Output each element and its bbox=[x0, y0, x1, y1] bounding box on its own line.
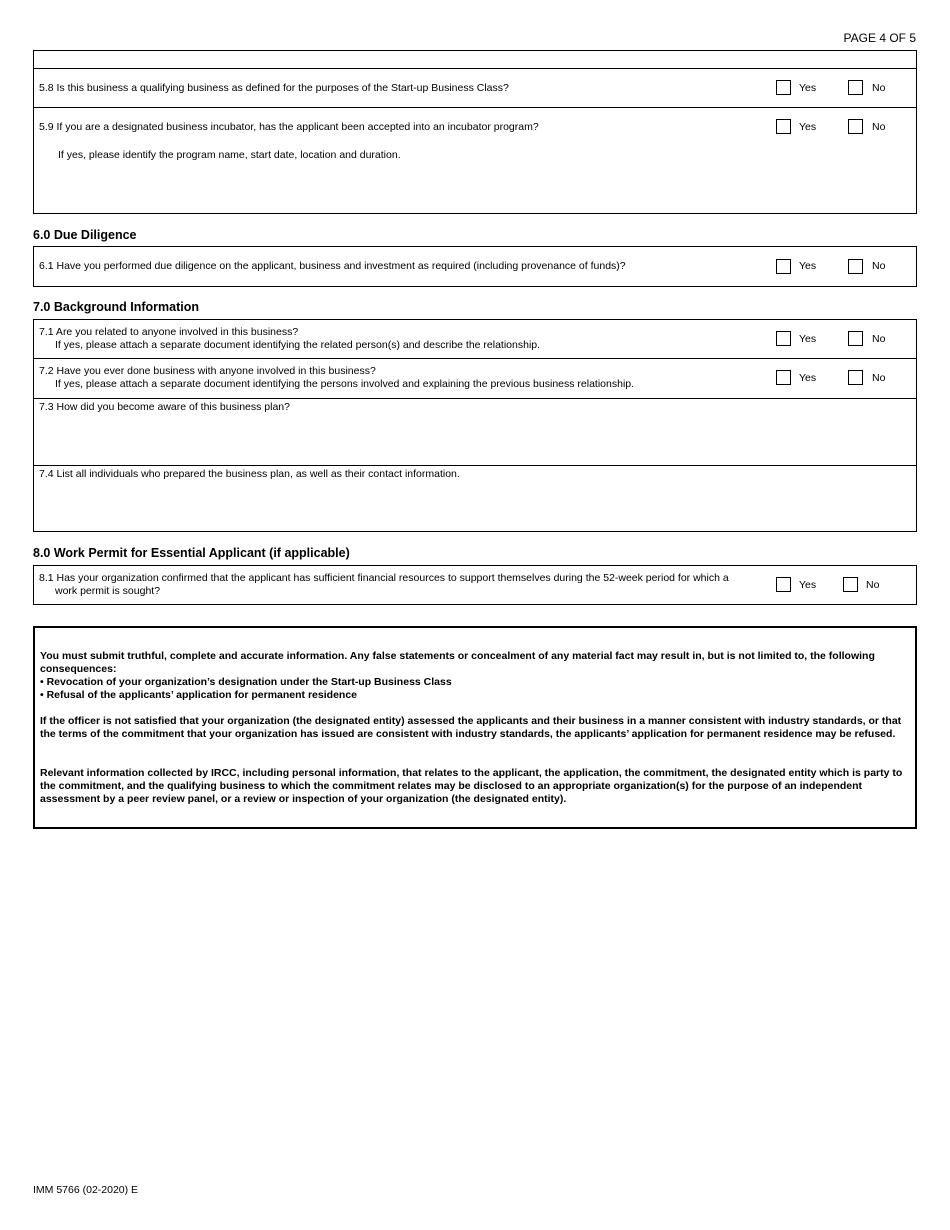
section-7-title: 7.0 Background Information bbox=[33, 300, 199, 314]
question-7-4: 7.4 List all individuals who prepared the business plan, as well as their contact information. bbox=[39, 468, 460, 480]
q61-no-checkbox[interactable] bbox=[848, 259, 863, 274]
divider bbox=[34, 107, 916, 108]
q71-no-checkbox[interactable] bbox=[848, 331, 863, 346]
notice-paragraph-3: Relevant information collected by IRCC, including personal information, that relates to the applicant, the application, the commitment, the designated entity which is party to the commitment, and the qualifying business to which the commitment relates may be disclosed to an appropriate organization(s) for the purpose of an independent assessment by a peer review panel, or a review or inspection of your organization (the designated entity). bbox=[40, 767, 903, 805]
section-8-title: 8.0 Work Permit for Essential Applicant (if applicable) bbox=[33, 546, 350, 560]
q71-yes-label: Yes bbox=[799, 333, 817, 345]
q81-no-label: No bbox=[866, 579, 880, 591]
divider bbox=[34, 358, 916, 359]
question-5-8: 5.8 Is this business a qualifying business as defined for the purposes of the Start-up Business Class? bbox=[39, 82, 509, 94]
question-8-1-continued: work permit is sought? bbox=[55, 585, 161, 597]
question-7-3: 7.3 How did you become aware of this business plan? bbox=[39, 401, 290, 413]
section-6-box bbox=[33, 246, 917, 287]
q59-yes-label: Yes bbox=[799, 121, 817, 133]
q58-yes-label: Yes bbox=[799, 82, 817, 94]
notice-box bbox=[33, 626, 917, 829]
question-8-1 bbox=[39, 572, 761, 598]
q61-yes-label: Yes bbox=[799, 260, 817, 272]
q72-no-label: No bbox=[872, 372, 886, 384]
question-7-2-detail: If yes, please attach a separate document identifying the persons involved and explaining the previous business relationship. bbox=[55, 378, 635, 390]
section-6-title: 6.0 Due Diligence bbox=[33, 228, 137, 242]
form-number: IMM 5766 (02-2020) E bbox=[33, 1184, 139, 1196]
page-number: PAGE 4 OF 5 bbox=[843, 31, 916, 45]
section-8-box bbox=[33, 565, 917, 605]
question-8-1-text: 8.1 Has your organization confirmed that the applicant has sufficient financial resources to support themselves during the 52-week period for which a bbox=[39, 572, 729, 584]
q71-yes-checkbox[interactable] bbox=[776, 331, 791, 346]
q58-no-checkbox[interactable] bbox=[848, 80, 863, 95]
question-6-1: 6.1 Have you performed due diligence on the applicant, business and investment as required (including provenance of funds)? bbox=[39, 260, 626, 272]
notice-bullet-2: • Refusal of the applicants’ application for permanent residence bbox=[40, 689, 357, 701]
q72-no-checkbox[interactable] bbox=[848, 370, 863, 385]
divider bbox=[34, 398, 916, 399]
notice-paragraph-1: You must submit truthful, complete and accurate information. Any false statements or concealment of any material fact may result in, but is not limited to, the following consequences: bbox=[40, 650, 875, 675]
question-5-9: 5.9 If you are a designated business incubator, has the applicant been accepted into an incubator program? bbox=[39, 121, 539, 133]
question-7-1-detail: If yes, please attach a separate document identifying the related person(s) and describe the relationship. bbox=[55, 339, 541, 351]
q58-no-label: No bbox=[872, 82, 886, 94]
notice-paragraph-2: If the officer is not satisfied that your organization (the designated entity) assessed the applicants and their business in a manner consistent with industry standards, or that the terms of the commitment that your organization has issued are consistent with industry standards, the applicants’ application for permanent residence may be refused. bbox=[40, 715, 902, 740]
q58-yes-checkbox[interactable] bbox=[776, 80, 791, 95]
q59-no-checkbox[interactable] bbox=[848, 119, 863, 134]
question-7-2-text: 7.2 Have you ever done business with anyone involved in this business? bbox=[39, 365, 376, 377]
q71-no-label: No bbox=[872, 333, 886, 345]
question-7-2 bbox=[39, 365, 634, 391]
notice-bullet-1: • Revocation of your organization’s designation under the Start-up Business Class bbox=[40, 676, 452, 688]
question-5-9-detail: If yes, please identify the program name, start date, location and duration. bbox=[58, 149, 401, 161]
section-5-box bbox=[33, 50, 917, 214]
q59-yes-checkbox[interactable] bbox=[776, 119, 791, 134]
q61-yes-checkbox[interactable] bbox=[776, 259, 791, 274]
section-7-box bbox=[33, 319, 917, 532]
divider bbox=[34, 465, 916, 466]
q61-no-label: No bbox=[872, 260, 886, 272]
question-7-1 bbox=[39, 326, 540, 352]
q81-no-checkbox[interactable] bbox=[843, 577, 858, 592]
divider bbox=[34, 68, 916, 69]
q81-yes-label: Yes bbox=[799, 579, 817, 591]
q72-yes-checkbox[interactable] bbox=[776, 370, 791, 385]
q72-yes-label: Yes bbox=[799, 372, 817, 384]
q59-no-label: No bbox=[872, 121, 886, 133]
question-7-1-text: 7.1 Are you related to anyone involved in this business? bbox=[39, 326, 299, 338]
q81-yes-checkbox[interactable] bbox=[776, 577, 791, 592]
